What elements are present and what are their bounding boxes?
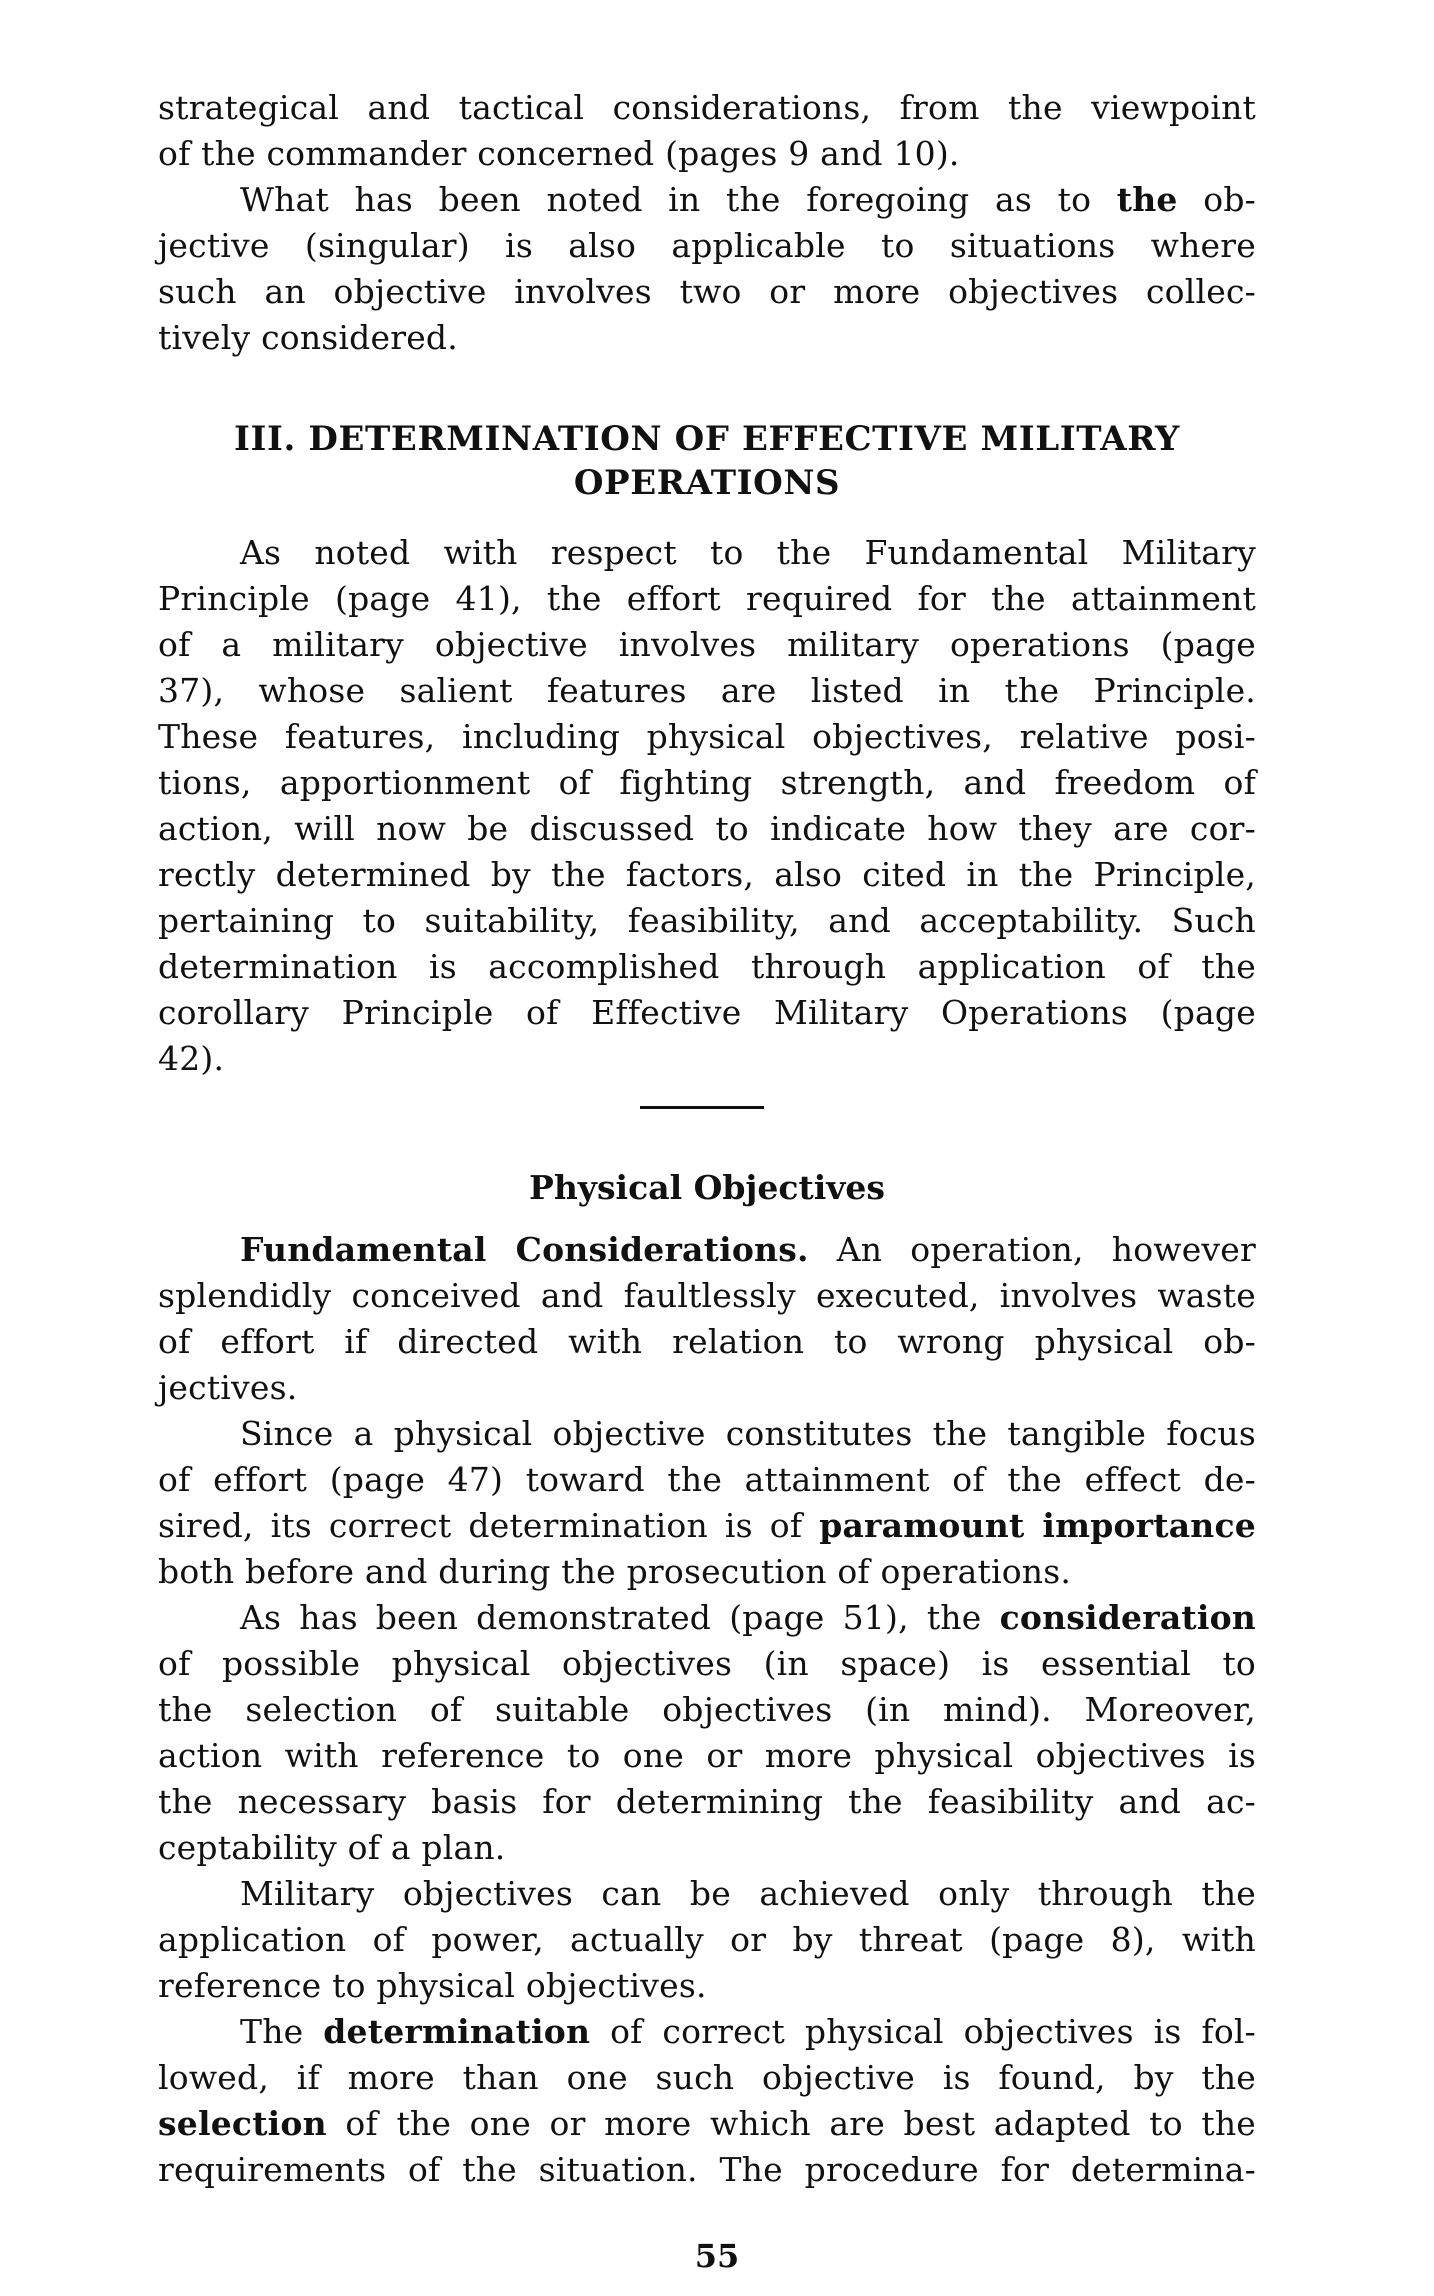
text-run: of the one or more which are best adapted to the [326, 2104, 1256, 2143]
body-line: splendidly conceived and faultlessly executed, involves waste [158, 1276, 1256, 1315]
body-line: of a military objective involves military operations (page [158, 625, 1256, 664]
section-heading: III. DETERMINATION OF EFFECTIVE MILITARY [234, 419, 1180, 459]
bold-text: paramount importance [819, 1506, 1256, 1545]
body-line: the selection of suitable objectives (in mind). Moreover, [158, 1690, 1256, 1729]
body-line: These features, including physical objectives, relative posi- [158, 717, 1256, 756]
body-line: jectives. [158, 1368, 298, 1407]
text-run: The [240, 2012, 324, 2051]
body-line: determination is accomplished through application of the [158, 947, 1256, 986]
body-line: tions, apportionment of fighting strength, and freedom of [158, 763, 1256, 802]
body-line: As noted with respect to the Fundamental Military [240, 533, 1256, 572]
bold-text: the [1116, 180, 1178, 219]
bold-text: selection [158, 2104, 327, 2143]
body-line: strategical and tactical considerations, from the viewpoint [158, 88, 1256, 127]
body-line: both before and during the prosecution of operations. [158, 1552, 1072, 1591]
body-line: jective (singular) is also applicable to situations where [158, 226, 1256, 265]
body-line: ceptability of a plan. [158, 1828, 506, 1867]
body-line: the necessary basis for determining the feasibility and ac- [158, 1782, 1256, 1821]
body-line: such an objective involves two or more objectives collec- [158, 272, 1256, 311]
body-line [240, 2012, 1256, 2052]
text-run: of correct physical objectives is fol- [590, 2012, 1256, 2051]
body-line: Principle (page 41), the effort required for the attainment [158, 579, 1256, 618]
body-line: 37), whose salient features are listed in the Principle. [158, 671, 1256, 710]
bold-text: determination [323, 2012, 591, 2051]
body-line: reference to physical objectives. [158, 1966, 707, 2005]
body-line: of the commander concerned (pages 9 and 10). [158, 134, 960, 173]
text-run: What has been noted in the foregoing as to [240, 180, 1117, 219]
run-in-heading: Fundamental Considerations. [240, 1230, 809, 1269]
body-line: lowed, if more than one such objective is found, by the [158, 2058, 1256, 2097]
body-line: 42). [158, 1039, 225, 1078]
body-line [158, 1506, 1256, 1546]
body-line [240, 180, 1256, 220]
body-line: application of power, actually or by threat (page 8), with [158, 1920, 1256, 1959]
section-heading-continued: OPERATIONS [573, 463, 841, 503]
body-line: requirements of the situation. The procedure for determina- [158, 2150, 1256, 2189]
section-divider [640, 1106, 764, 1109]
bold-text: consideration [999, 1598, 1256, 1637]
body-line: action, will now be discussed to indicate how they are cor- [158, 809, 1256, 848]
body-line [240, 1230, 1256, 1270]
body-line: corollary Principle of Effective Military Operations (page [158, 993, 1256, 1032]
body-line: action with reference to one or more physical objectives is [158, 1736, 1256, 1775]
body-line: of effort (page 47) toward the attainment of the effect de- [158, 1460, 1256, 1499]
text-run: As has been demonstrated (page 51), the [240, 1598, 1000, 1637]
body-line: tively considered. [158, 318, 458, 357]
text-run: An operation, however [808, 1230, 1256, 1269]
body-line: pertaining to suitability, feasibility, and acceptability. Such [158, 901, 1256, 940]
subsection-heading: Physical Objectives [529, 1168, 885, 1207]
text-run: ob- [1177, 180, 1256, 219]
body-line [158, 2104, 1256, 2144]
body-line: Since a physical objective constitutes the tangible focus [240, 1414, 1256, 1453]
body-line [240, 1598, 1256, 1638]
body-line: of effort if directed with relation to wrong physical ob- [158, 1322, 1256, 1361]
body-line: of possible physical objectives (in space) is essential to [158, 1644, 1256, 1683]
text-run: sired, its correct determination is of [158, 1506, 820, 1545]
page-number: 55 [694, 2237, 740, 2275]
body-line: rectly determined by the factors, also cited in the Principle, [158, 855, 1256, 894]
body-line: Military objectives can be achieved only through the [240, 1874, 1256, 1913]
